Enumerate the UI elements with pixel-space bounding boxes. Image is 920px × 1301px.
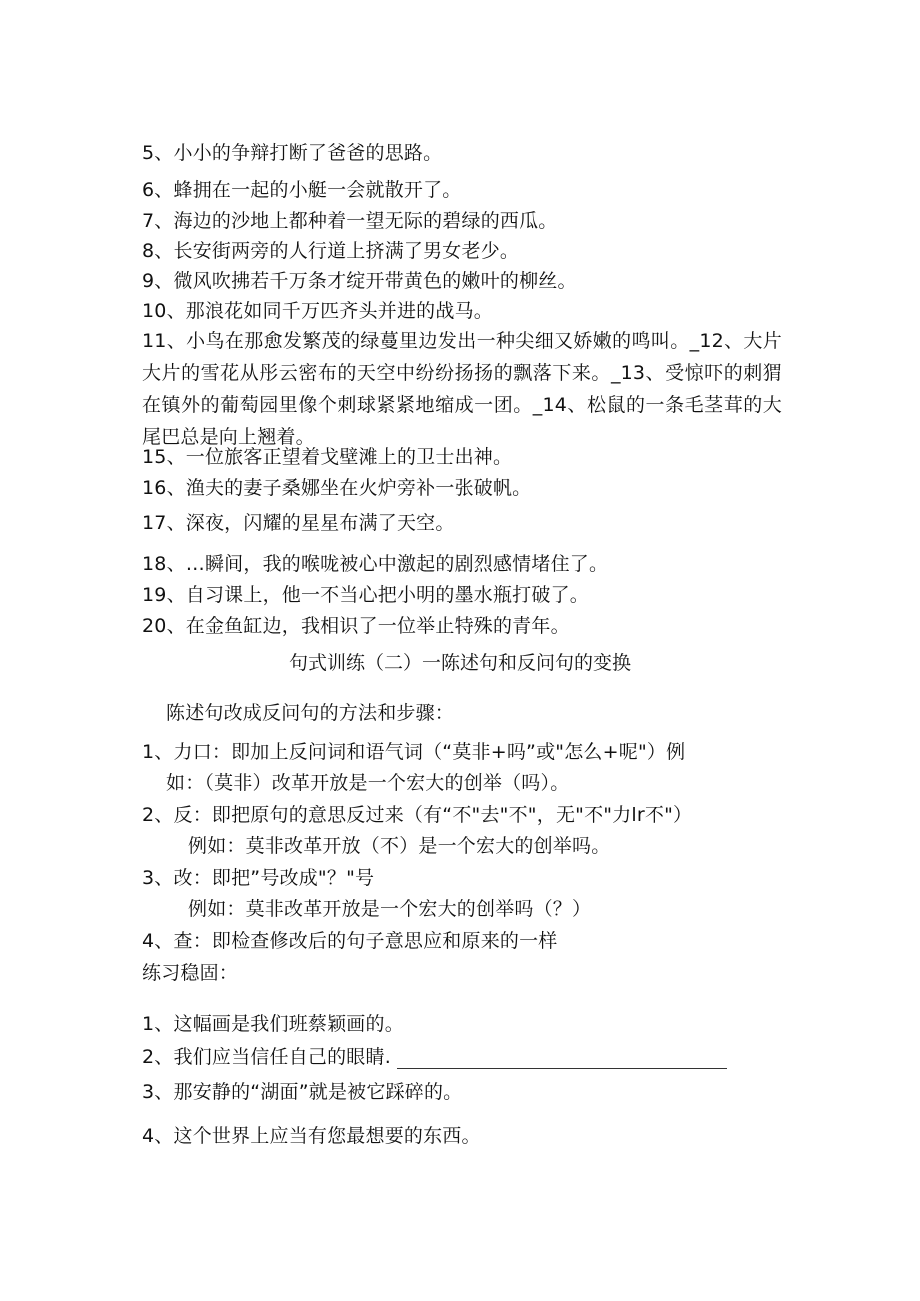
- sentence-19: 19、自习课上，他一不当心把小明的墨水瓶打破了。: [142, 584, 589, 606]
- practice-heading: 练习稳固：: [142, 962, 239, 984]
- sentence-17: 17、深夜，闪耀的星星布满了天空。: [142, 512, 455, 534]
- method-heading: 陈述句改成反问句的方法和步骤：: [166, 702, 455, 724]
- sentences-11-14-paragraph: 11、小鸟在那愈发繁茂的绿蔓里边发出一种尖细又娇嫩的鸣叫。_12、大片大片的雪花从彤云密布的天空中纷纷扬扬的飘落下来。_13、受惊吓的刺猬在镇外的葡萄园里像个刺球紧紧地缩成一团。_14、松鼠的一条毛茎茸的大尾巴总是向上翘着。: [142, 330, 782, 448]
- sentence-9: 9、微风吹拂若千万条才绽开带黄色的嫩叶的柳丝。: [142, 270, 577, 292]
- answer-blank-line[interactable]: [397, 1050, 727, 1069]
- practice-2: [142, 1045, 727, 1069]
- sentence-7: 7、海边的沙地上都种着一望无际的碧绿的西瓜。: [142, 210, 558, 232]
- sentence-8: 8、长安街两旁的人行道上挤满了男女老少。: [142, 240, 520, 262]
- step-1-line: 1、力口：即加上反问词和语气词（“莫非+吗”或"怎么+呢"）例: [142, 741, 686, 763]
- practice-3: 3、那安静的“湖面”就是被它踩碎的。: [142, 1081, 463, 1103]
- sentence-5: 5、小小的争辩打断了爸爸的思路。: [142, 142, 443, 164]
- practice-4: 4、这个世界上应当有您最想要的东西。: [142, 1125, 481, 1147]
- step-2-line: 2、反：即把原句的意思反过来（有“不"去"不"，无"不"力lr不"）: [142, 804, 693, 826]
- sentence-20: 20、在金鱼缸边，我相识了一位举止特殊的青年。: [142, 615, 570, 637]
- sentence-6: 6、蜂拥在一起的小艇一会就散开了。: [142, 179, 462, 201]
- sentence-10: 10、那浪花如同千万匹齐头并进的战马。: [142, 300, 493, 322]
- sentence-15: 15、一位旅客正望着戈壁滩上的卫士出神。: [142, 446, 513, 468]
- step-3-line: 3、改：即把”号改成"？"号: [142, 867, 375, 889]
- step-2-example: 例如：莫非改革开放（不）是一个宏大的创举吗。: [188, 835, 611, 857]
- step-3-example: 例如：莫非改革开放是一个宏大的创举吗（？）: [188, 898, 592, 920]
- practice-2-text: 2、我们应当信任自己的眼睛.: [142, 1046, 391, 1068]
- sentence-18: 18、…瞬间，我的喉咙被心中激起的剧烈感情堵住了。: [142, 553, 609, 575]
- section-title: 句式训练（二）一陈述句和反问句的变换: [288, 652, 631, 674]
- step-4-line: 4、查：即检查修改后的句子意思应和原来的一样: [142, 930, 558, 952]
- practice-1: 1、这幅画是我们班蔡颖画的。: [142, 1013, 404, 1035]
- sentence-16: 16、渔夫的妻子桑娜坐在火炉旁补一张破帆。: [142, 477, 532, 499]
- step-1-example: 如：（莫非）改革开放是一个宏大的创举（吗）。: [166, 772, 570, 794]
